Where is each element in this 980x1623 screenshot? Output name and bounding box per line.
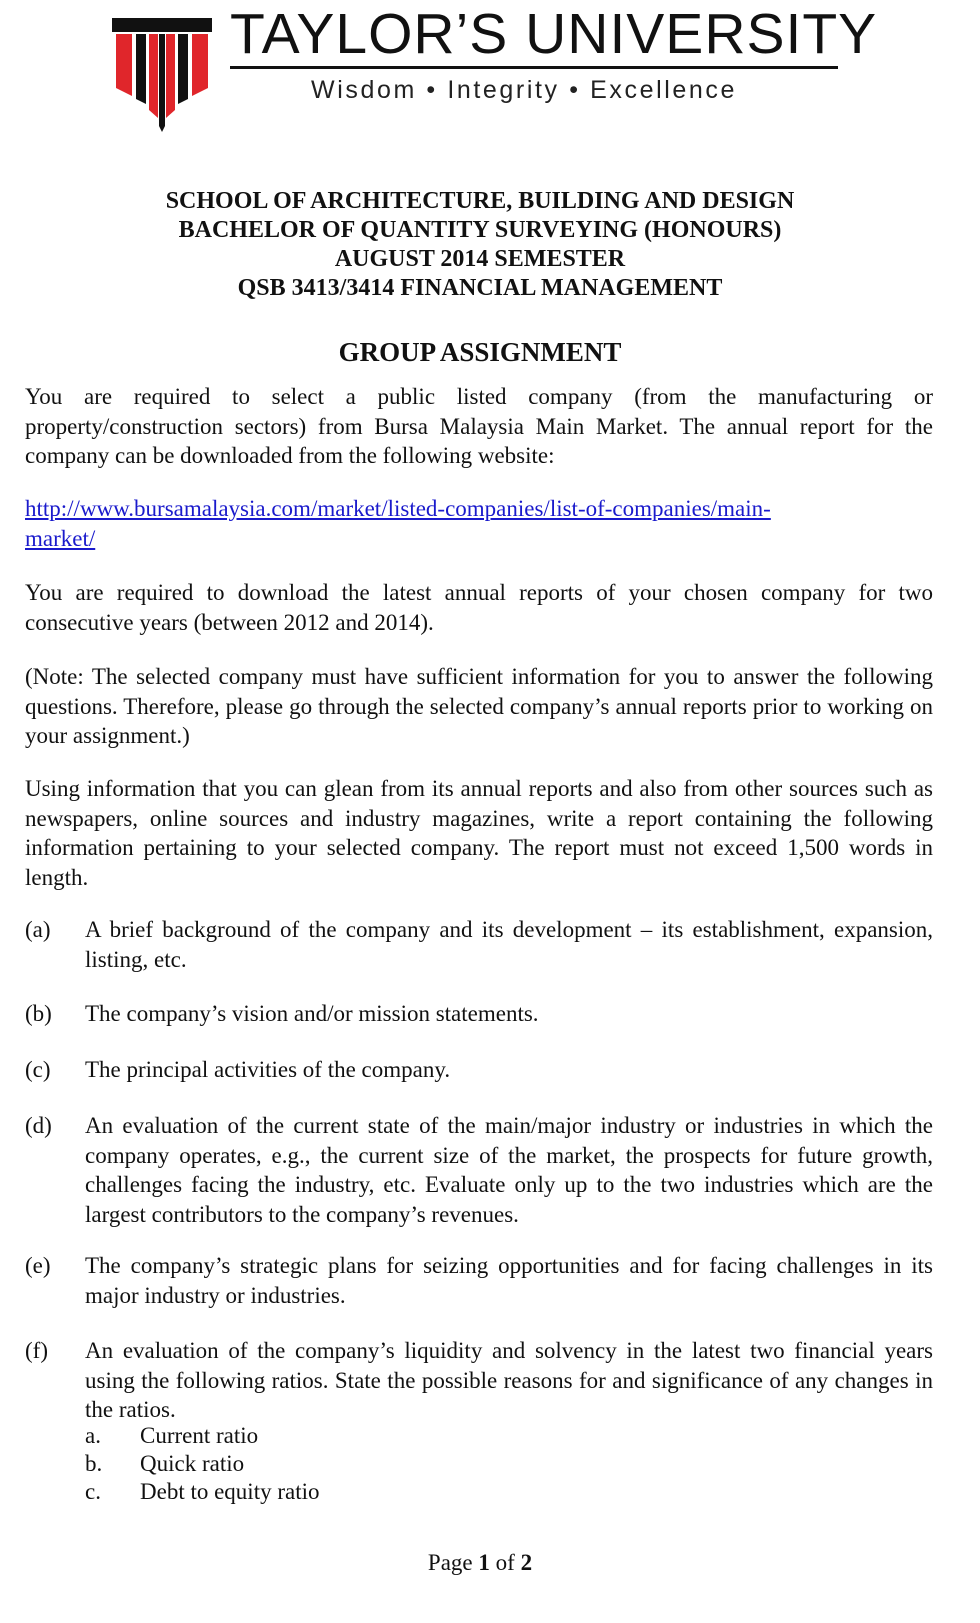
university-motto: Wisdom • Integrity • Excellence [311,76,737,104]
ratio-marker: c. [85,1479,101,1504]
bursa-malaysia-link[interactable]: http://www.bursamalaysia.com/market/listed-companies/list-of-companies/main-market/ [25,496,771,551]
page-prefix: Page [427,1550,473,1575]
page-separator: of [495,1550,515,1575]
item-text: An evaluation of the company’s liquidity and solvency in the latest two financial years using the following ratios. State the possible reasons for and significance of any changes in the ratios. [85,1338,933,1422]
assignment-heading: GROUP ASSIGNMENT [338,337,622,367]
university-name: TAYLOR’S UNIVERSITY [230,2,878,66]
list-item [25,999,933,1029]
ratio-list-item [85,1477,320,1507]
item-marker: (a) [25,917,51,942]
document-titles [0,187,960,303]
ratio-text: Debt to equity ratio [140,1479,320,1504]
note-paragraph: (Note: The selected company must have sufficient information for you to answer the following questions. Therefore, please go through the selected company’s annual reports prior to working on your assignment.) [25,664,933,748]
item-marker: (d) [25,1113,52,1138]
item-marker: (b) [25,1001,52,1026]
university-logo-icon [112,18,212,134]
ratio-text: Current ratio [140,1423,259,1448]
ratio-marker: a. [85,1423,101,1448]
item-marker: (f) [25,1338,48,1363]
ratio-list-item [85,1449,244,1479]
item-text: The principal activities of the company. [85,1057,451,1082]
list-item [25,1336,933,1425]
list-item [25,1055,933,1085]
ratio-text: Quick ratio [140,1451,245,1476]
page-number [0,1548,960,1578]
list-item [25,915,933,974]
item-text: An evaluation of the current state of the main/major industry or industries in which the company operates, e.g., the current size of the market, the prospects for future growth, challenges facing the industry, etc. Evaluate only up to the two industries which are the largest contributors to the company’s revenues. [85,1113,933,1227]
item-text: The company’s vision and/or mission statements. [85,1001,539,1026]
programme-title: BACHELOR OF QUANTITY SURVEYING (HONOURS) [178,217,782,243]
item-text: A brief background of the company and its development – its establishment, expansion, listing, etc. [85,917,933,972]
website-paragraph [25,494,825,553]
item-marker: (c) [25,1057,51,1082]
header-divider [230,66,838,69]
total-pages: 2 [520,1550,533,1575]
intro-paragraph: You are required to select a public listed company (from the manufacturing or property/construction sectors) from Bursa Malaysia Main Market. The annual report for the company can be downloaded from the following website: [25,384,933,468]
ratio-list-item [85,1421,258,1451]
item-text: The company’s strategic plans for seizing opportunities and for facing challenges in its major industry or industries. [85,1253,933,1308]
download-paragraph: You are required to download the latest annual reports of your chosen company for two consecutive years (between 2012 and 2014). [25,580,933,635]
semester-title: AUGUST 2014 SEMESTER [334,246,626,272]
ratio-marker: b. [85,1451,103,1476]
instructions-paragraph: Using information that you can glean from its annual reports and also from other sources such as newspapers, online sources and industry magazines, write a report containing the following information pertaining to your selected company. The report must not exceed 1,500 words in length. [25,776,933,890]
course-title: QSB 3413/3414 FINANCIAL MANAGEMENT [237,275,723,301]
item-marker: (e) [25,1253,51,1278]
list-item [25,1251,933,1310]
current-page: 1 [478,1550,490,1575]
school-title: SCHOOL OF ARCHITECTURE, BUILDING AND DESIGN [165,188,795,214]
list-item [25,1111,933,1229]
